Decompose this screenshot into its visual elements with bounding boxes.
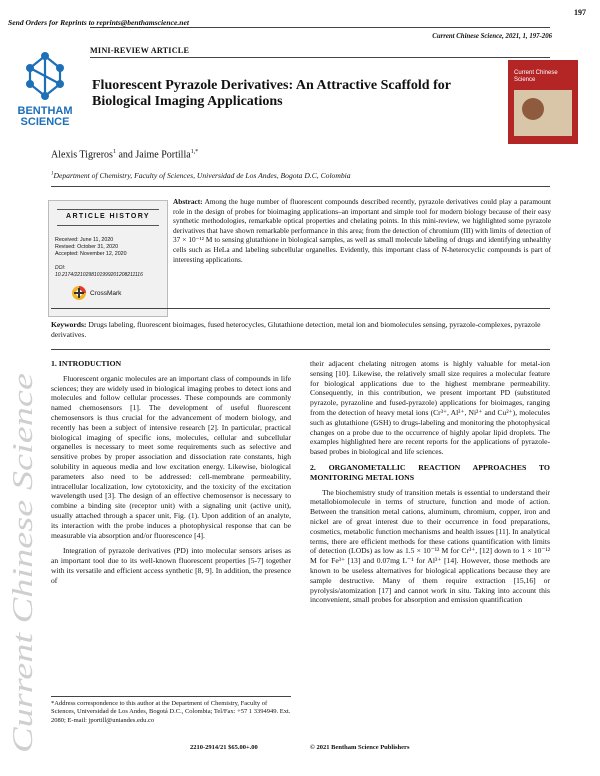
affiliation-divider [51, 186, 550, 187]
paragraph: Fluorescent organic molecules are an important class of compounds in life sciences; they are widely used in biological imaging probes to detect ions and molecules and follow cellular processes. These compounds are commonly named chemosensors [1]. The development of useful fluorescent chemosensors is thus crucial for the advancement of modern biology, and recently has been a subject of intensive research [2]. In particular, practical biological imaging of specific ions, molecules, cellular and subcellular organelles is necessary to meet some requirements such as selective and sensitive probes by proper association and dissociation rate constants, high solubility in aqueous media and low excitation energy. Likewise, biological parameters also need to be addressed: cell-membrane permeability, intracellular localization, low cytotoxicity, and the toxicity of the excitation wavelength used [3]. The design of an effective chemosensor is necessary to combine a binding site (receptor unit) with a signaling unit (active unit), usually attached through a spacer unit, Fig. (1). Upon addition of an analyte, its interaction with the probe induces a photophysical response that can be measurable via absorption and/or fluorescence [4]. [51, 373, 291, 540]
molecule-icon [8, 46, 82, 104]
cover-image-detail [522, 98, 544, 120]
paragraph: their adjacent chelating nitrogen atoms is highly valuable for metal-ion sensing [10]. Likewise, the relatively small size requires a molecular feature for biological applications due to the highest membrane permeability. Consequently, in this contribution, we present important PD (substituted pyrazole, pyrazoline and fused-pyrazole) applications for bioimages, ranging from the detection of heavy metal ions (Cr³⁺, Al³⁺, Ni²⁺ and Cu²⁺), molecules such as glutathione (GSH) to drugs-labeling and monitoring the photophysical changes on a probe due to the occurrence of highly apolar lipid droplets. The examples highlighted here are recent reports for the applications of pyrazole-based probes in biological and life sciences. [310, 359, 550, 457]
journal-reference: Current Chinese Science, 2021, 1, 197-206 [432, 33, 552, 40]
cover-title: Current Chinese Science [514, 70, 558, 83]
accepted-date: Accepted: November 12, 2020 [55, 251, 127, 257]
reprint-notice: Send Orders for Reprints to reprints@benthamscience.net [8, 18, 189, 27]
author-2-affil: 1,* [190, 149, 199, 155]
author-1-affil: 1 [112, 149, 116, 155]
section-heading-introduction: 1. INTRODUCTION [51, 359, 122, 368]
header-divider [90, 27, 550, 28]
article-type: MINI-REVIEW ARTICLE [90, 46, 190, 55]
affiliation-text: Department of Chemistry, Faculty of Sciences, Universidad de Los Andes, Bogota D.C, Colombia [53, 171, 351, 180]
section-heading-organometallic: 2. ORGANOMETALLIC REACTION APPROACHES TO MONITORING METAL IONS [310, 462, 550, 482]
abstract [173, 197, 551, 264]
paragraph: The biochemistry study of transition metals is essential to understand their metallobiomolecule in terms of structure, function and mode of action. Between the transition metal cations, aluminum, chromium, copper, iron and nickel are of great interest due to their occurrence in food preparations, cosmetics, metabolic function mechanisms and health issues [11]. In analytical terms, there are efficient methods for these cations quantification with limits of detection (LODs) as low as 1.5 × 10⁻¹² M for Cr³⁺, [12] down to 1 × 10⁻¹² M for Fe³⁺ [13] and 0.07mg L⁻¹ for Al³⁺ [14]. However, those methods are known to be useless alternatives for biological applications because they are sample destructive. Many of them require extraction [15,16] or pyrolysis/atomization [17] and cannot work in situ. Taking into account this inconvenient, small probes for absorption and emission quantification [310, 487, 550, 605]
journal-cover [508, 60, 578, 144]
doi-block [55, 265, 165, 278]
author-1[interactable]: Alexis Tigreros [51, 149, 113, 161]
history-dates [55, 237, 127, 258]
body-column-right [310, 359, 550, 611]
author-2[interactable]: Jaime Portilla [135, 149, 191, 161]
received-date: Received: June 11, 2020 [55, 237, 114, 243]
logo-line-1: BENTHAM [17, 105, 73, 117]
doi-link[interactable]: 10.2174/2210298101999201208211116 [55, 271, 143, 278]
abstract-divider [51, 308, 550, 309]
paragraph: Integration of pyrazole derivatives (PD) into molecular sensors arises as an important tool due to its well-known fluorescent properties [5-7] together with its versatile and efficient access synthetic [8, 9]. In addition, the presence of [51, 546, 291, 585]
crossmark-badge[interactable] [71, 285, 121, 301]
revised-date: Revised: October 31, 2020 [55, 244, 119, 250]
bentham-logo [8, 46, 82, 136]
watermark-text: Current Chinese Science [7, 465, 39, 753]
keywords [51, 320, 550, 340]
author-separator: and [115, 149, 136, 161]
keywords-text: Drugs labeling, fluorescent bioimages, fused heterocycles, Glutathione detection, metal ion and biomolecules sensing, pyrazole-complexes, pyrazole derivatives. [51, 320, 541, 339]
issn-price: 2210-2914/21 $65.00+.00 [190, 744, 258, 751]
history-rule-bottom [57, 225, 159, 226]
affiliation-marker: 1 [51, 171, 54, 177]
abstract-label: Abstract: [173, 197, 203, 206]
article-history-title: ARTICLE HISTORY [65, 213, 150, 220]
article-history-box [48, 200, 168, 317]
keywords-label: Keywords: [51, 320, 87, 329]
keywords-divider [51, 349, 550, 350]
logo-line-2: SCIENCE [20, 116, 70, 128]
crossmark-label: CrossMark [90, 289, 122, 297]
abstract-text: Among the huge number of fluorescent compounds described recently, pyrazole derivatives could play a paramount role in the design of probes for bioimaging applications–an important and simple tool for modern biology because of their easy synthetic methodologies, remarkable optical properties and chelating points. In this mini-review, we highlighted some pyrazole derivatives that have shown remarkable performance in this area; from the detection of chromium (III) with limits of detection of 37 × 10⁻¹² M to sensing glutathione in biological samples, as well as small molecule labeling of drugs and identifying unhealthy cells such as HeLa and labeling subcellular organelles. Evidently, this important class of N-heterocyclic compounds is part of interesting applications. [173, 197, 551, 264]
article-title: Fluorescent Pyrazole Derivatives: An Attractive Scaffold for Biological Imaging Applications [92, 78, 451, 109]
copyright: © 2021 Bentham Science Publishers [310, 744, 410, 751]
journal-watermark [6, 368, 40, 758]
page-number: 197 [574, 8, 586, 17]
body-column-left [51, 359, 291, 592]
affiliation [51, 171, 351, 180]
article-type-divider [90, 57, 550, 58]
crossmark-icon [71, 285, 87, 301]
history-rule-top [57, 209, 159, 210]
correspondence-note: *Address correspondence to this author at the Department of Chemistry, Faculty of Sciences, Universidad de Los Andes, Bogotá D.C., Colombia; Tel/Fax: +57 1 3394949. Ext. 2080; E-mail: jportill@uniandes.edu.co [51, 696, 291, 725]
doi-label: DOI: [55, 265, 66, 271]
author-list [51, 149, 198, 160]
